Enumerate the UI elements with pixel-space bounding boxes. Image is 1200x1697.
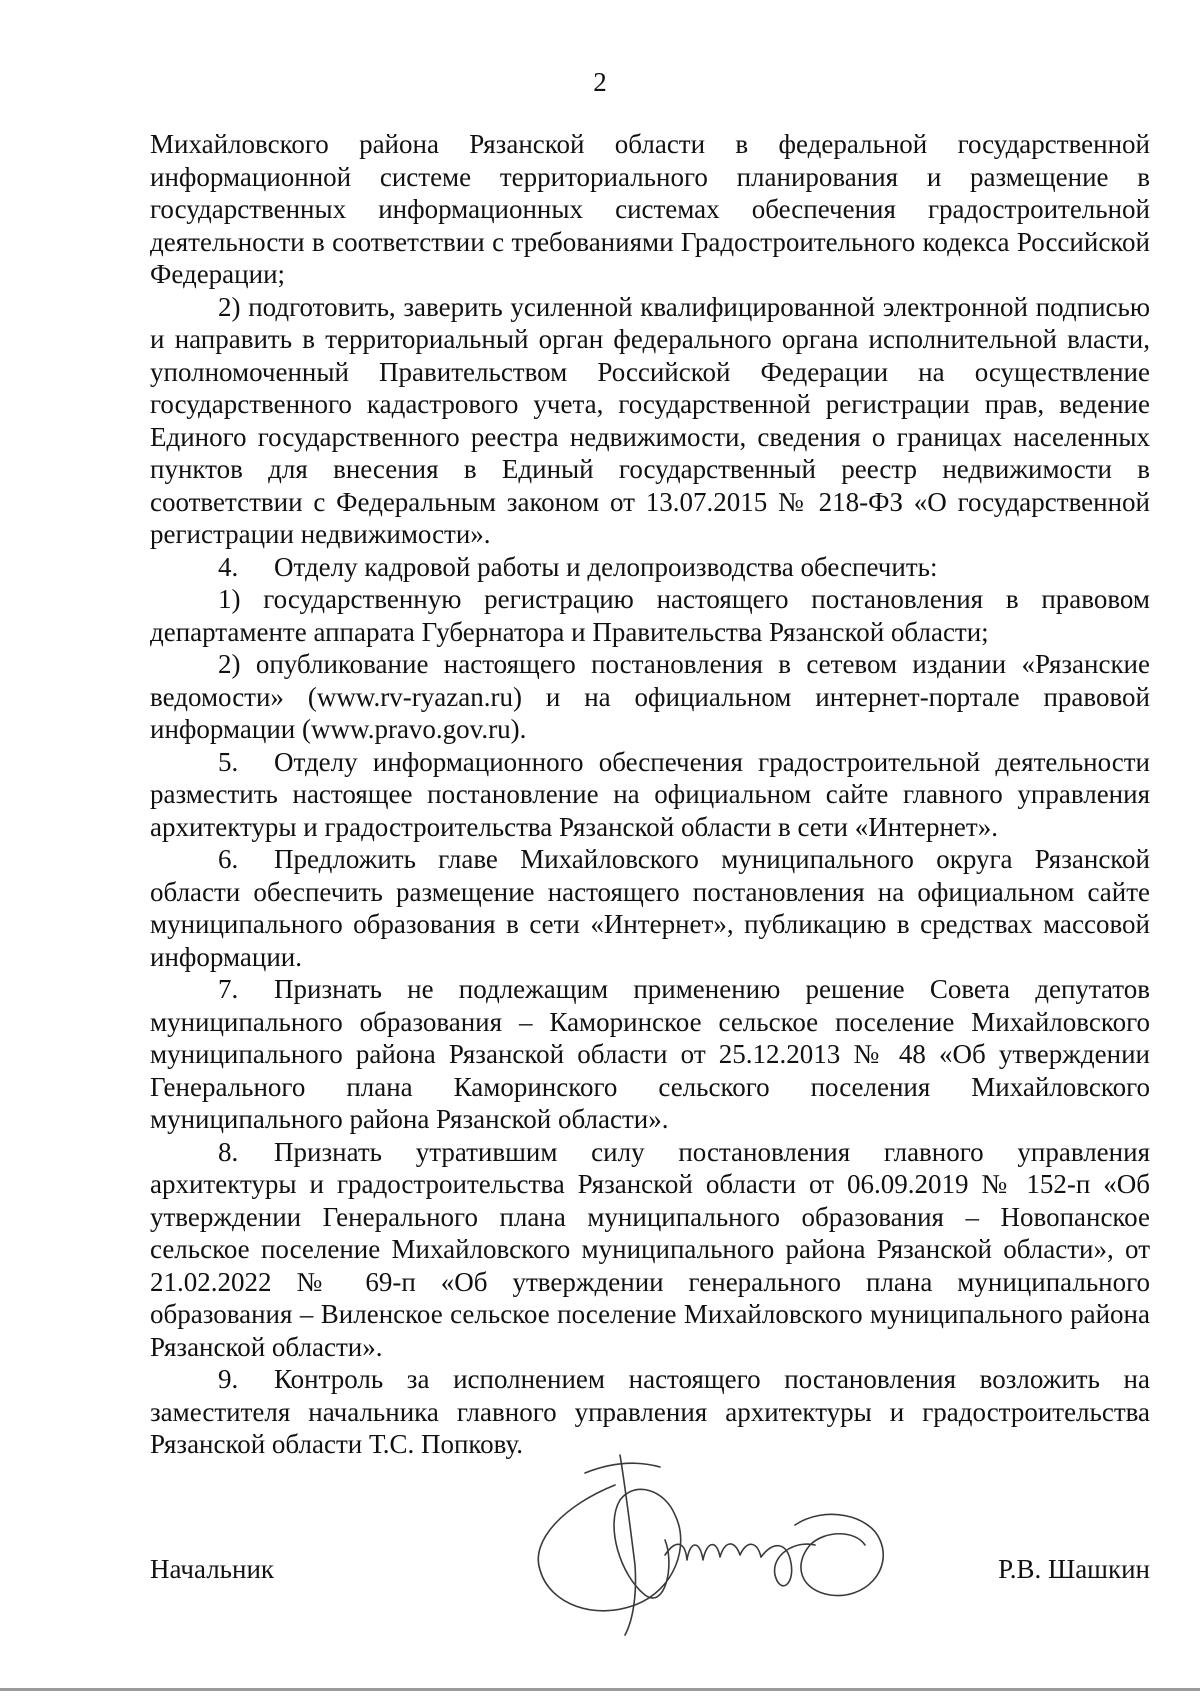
handwritten-signature <box>525 1445 895 1640</box>
section-number: 5. <box>218 746 239 777</box>
paragraph-section-7 <box>150 973 1150 1136</box>
section-text: Отделу кадровой работы и делопроизводства обеспечить: <box>274 551 938 582</box>
signatory-position: Начальник <box>150 1554 275 1584</box>
section-number: 9. <box>218 1364 239 1394</box>
paragraph-section-4 <box>150 551 1150 584</box>
paragraph-continuation: Михайловского района Рязанской области в федеральной государственной информационной системе территориального планирования и размещение в государственных информационных системах обеспечения градостроительной деятельности в соответствии с требованиями Градостроительного кодекса Российской Федерации; <box>150 129 1150 289</box>
paragraph-item-2: 2) подготовить, заверить усиленной квалифицированной электронной подписью и направить в территориальный орган федерального органа исполнительной власти, уполномоченный Правительством Российской Федерации на осуществление государственного кадастрового учета, государственной регистрации прав, ведение Единого государственного реестра недвижимости, сведения о границах населенных пунктов для внесения в Единый государственный реестр недвижимости в соответствии с Федеральным законом от 13.07.2015 № 218-ФЗ «О государственной регистрации недвижимости». <box>150 291 1150 549</box>
section-text: Признать утратившим силу постановления главного управления архитектуры и градостроительства Рязанской области от 06.09.2019 № 152-п «Об утверждении Генерального плана муниципального образования – Новопанское сельское поселение Михайловского муниципального района Рязанской области», от 21.02.2022 № 69-п «Об утверждении генерального плана муниципального образования – Виленское сельское поселение Михайловского муниципального района Рязанской области». <box>150 1136 1150 1362</box>
page-bottom-edge <box>0 1688 1200 1691</box>
section-text: Контроль за исполнением настоящего постановления возложить на заместителя начальника главного управления архитектуры и градостроительства Рязанской области Т.С. Попкову. <box>150 1364 1150 1459</box>
paragraph-section-5 <box>150 746 1150 844</box>
paragraph-item-1: 1) государственную регистрацию настоящего постановления в правовом департаменте аппарата Губернатора и Правительства Рязанской области; <box>150 584 1150 647</box>
section-number: 7. <box>218 974 239 1004</box>
section-number: 4. <box>218 551 239 582</box>
paragraph-section-8 <box>150 1136 1150 1364</box>
paragraph-item-2-publication: 2) опубликование настоящего постановления в сетевом издании «Рязанские ведомости» (www.rv-ryazan.ru) и на официальном интернет-портале правовой информации (www.pravo.gov.ru). <box>150 649 1150 744</box>
section-text: Отделу информационного обеспечения градостроительной деятельности разместить настоящее постановление на официальном сайте главного управления архитектуры и градостроительства Рязанской области в сети «Интернет». <box>150 746 1150 842</box>
signature-block <box>150 1553 1150 1593</box>
signatory-name: Р.В. Шашкин <box>998 1554 1150 1584</box>
document-body <box>150 128 1150 1461</box>
section-text: Предложить главе Михайловского муниципального округа Рязанской области обеспечить размещение настоящего постановления на официальном сайте муниципального образования в сети «Интернет», публикацию в средствах массовой информации. <box>150 844 1150 972</box>
section-number: 6. <box>218 844 239 874</box>
paragraph-section-6 <box>150 843 1150 973</box>
page-number: 2 <box>593 67 607 97</box>
section-text: Признать не подлежащим применению решение Совета депутатов муниципального образования – Каморинское сельское поселение Михайловского муниципального района Рязанской области от 25.12.2013 № 48 «Об утверждении Генерального плана Каморинского сельского поселения Михайловского муниципального района Рязанской области». <box>150 974 1150 1134</box>
section-number: 8. <box>218 1136 239 1167</box>
